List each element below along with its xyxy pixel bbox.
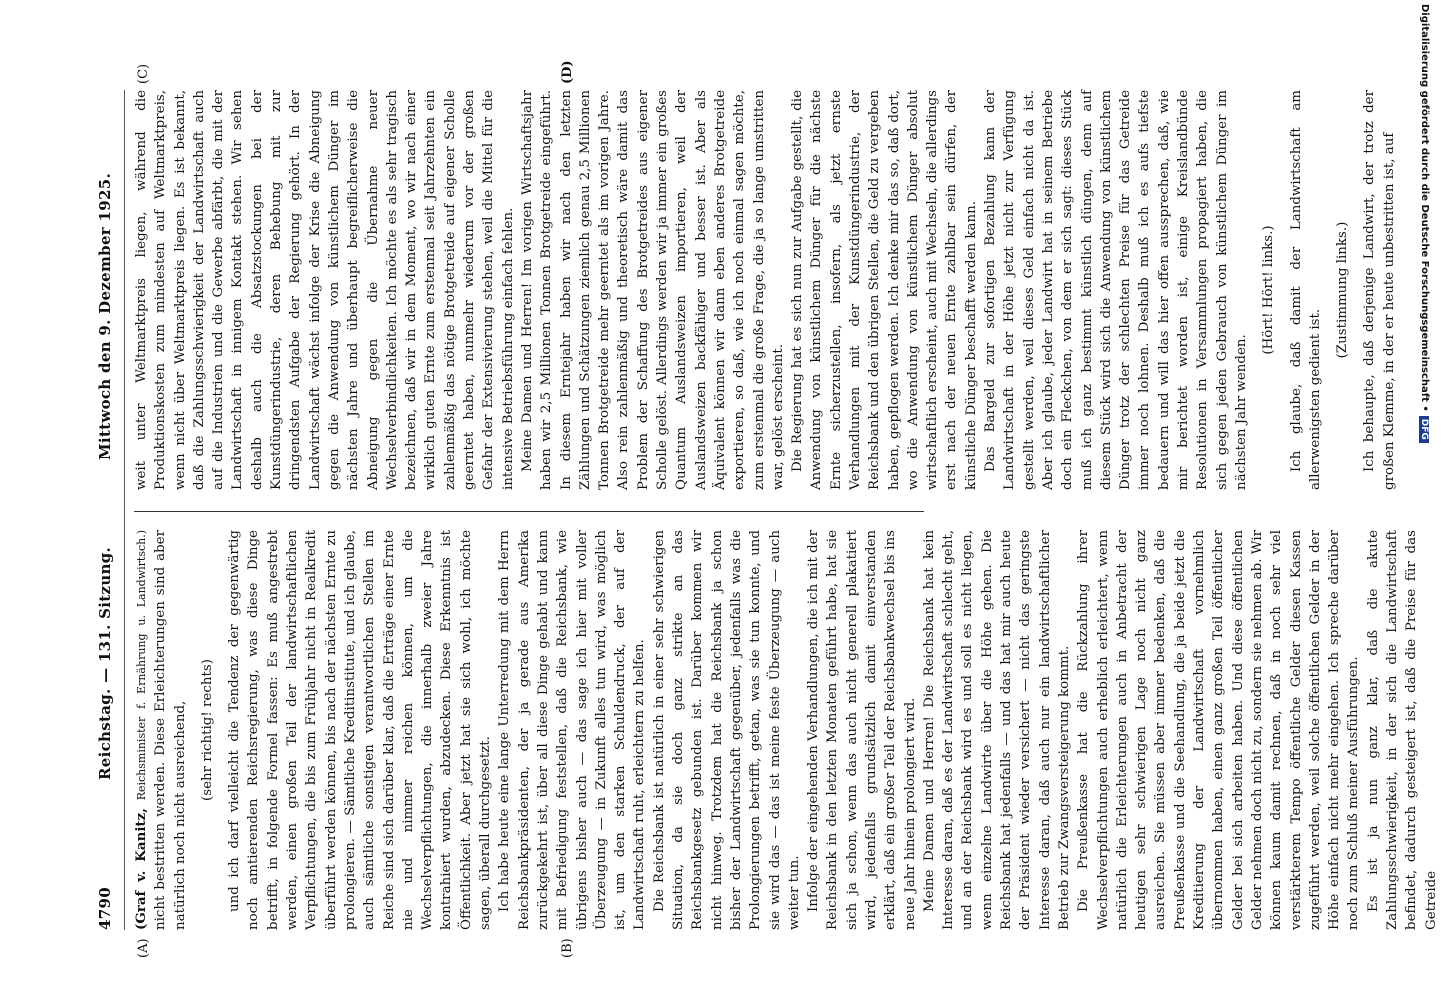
right-column	[132, 90, 1399, 490]
paragraph: Meine Damen und Herren! Im vorigen Wirtschaftsjahr haben wir 2,5 Millionen Tonnen Brotgetreide eingeführt. In diesem Erntejahr haben wir nach den letzten Zählungen und Schätzungen ziemlich genau 2,5 Millionen Tonnen Brotgetreide mehr geerntet als im vorigen Jahre. Also rein zahlenmäßig und theoretisch wäre damit das Problem der Schaffung des Brotgetreides aus eigener Scholle gelöst. Allerdings werden wir ja immer ein großes Quantum Auslandsweizen importieren, weil der Auslandsweizen backfähiger und besser ist. Aber als Äquivalent können wir dann eben anderes Brotgetreide exportieren, so daß, wie ich noch einmal sagen möchte, zum erstenmal die große Frage, die ja so lange umstritten war, gelöst erscheint.	[519, 90, 786, 490]
paragraph: Infolge der eingehenden Verhandlungen, die ich mit der Reichsbank in den letzten Monaten geführt habe, hat sie sich ja schon, wenn das auch nicht generell plakatiert wird, jedenfalls grundsätzlich damit einverstanden erklärt, daß ein großer Teil der Reichsbankwechsel bis ins neue Jahr hinein prolongiert wird.	[806, 530, 918, 930]
interjection: (sehr richtig! rechts)	[199, 659, 215, 801]
header-rule	[124, 90, 125, 930]
paragraph: Es ist ja nun ganz klar, daß die akute Zahlungsschwierigkeit, in der sich die Landwirtschaft befindet, dadurch gesteigert ist, daß die Preise für das Getreide	[1365, 530, 1439, 930]
paragraph: Meine Damen und Herren! Die Reichsbank hat kein Interesse daran, daß es der Landwirtschaft schlecht geht, und an der Reichsbank wird es und soll es nicht liegen, wenn einzelne Landwirte über die Höhe gehen. Die Reichsbank hat jedenfalls — und das hat mir auch heute der Präsident wieder versichert — nicht das geringste Interesse daran, daß auch nur ein landwirtschaftlicher Betrieb zur Zwangsversteigerung kommt.	[921, 530, 1072, 930]
page-number: 4790	[96, 887, 114, 930]
paragraph: Ich behaupte, daß derjenige Landwirt, der trotz der großen Klemme, in der er heute unbestritten ist, auf	[1362, 90, 1397, 490]
paragraph: Ich habe heute eine lange Unterredung mit dem Herrn Reichsbankpräsidenten, der ja gerade aus Amerika zurückgekehrt ist, über all diese Dinge gehabt und kann mit Befriedigung feststellen, daß die Reichsbank, wie übrigens bisher auch — das sage ich hier mit voller Überzeugung — in Zukunft alles tun wird, was möglich ist, um den starken Schuldendruck, der auf der Landwirtschaft ruht, erleichtern zu helfen.	[497, 530, 648, 930]
left-column	[132, 530, 1441, 930]
margin-marker-d: (D)	[560, 60, 575, 84]
paragraph: Die Regierung hat es sich nun zur Aufgabe gestellt, die Anwendung von künstlichem Dünger für die nächste Ernte sicherzustellen, insofern, als jetzt ernste Verhandlungen mit der Kunstdüngerindustrie, der Reichsbank und den übrigen Stellen, die Geld zu vergeben haben, gepflogen werden. Ich denke mir das so, daß dort, wo die Anwendung von künstlichem Dünger absolut wirtschaftlich erscheint, auch mit Wechseln, die allerdings erst nach der neuen Ernte zahlbar sein dürfen, der künstliche Dünger beschafft werden kann.	[790, 90, 979, 490]
credit-text: Digitalisierung gefördert durch die Deutsche Forschungsgemeinschaft •	[1419, 4, 1430, 412]
speaker-name: (Graf v. Kanitz,	[133, 808, 149, 930]
digitization-credit	[1416, 4, 1430, 984]
interjection: (Hört! Hört! links.)	[1261, 225, 1277, 355]
paragraph: Die Preußenkasse hat die Rückzahlung ihrer Wechselverpflichtungen auch erheblich erleichtert, wenn natürlich die Erleichterungen auch in Anbetracht der heutigen sehr schwierigen Lage noch nicht ganz ausreichen. Sie müssen aber immer bedenken, daß die Preußenkasse und die Seehandlung, die ja beide jetzt die Kreditierung der Landwirtschaft vornehmlich übernommen haben, einen ganz großen Teil öffentlicher Gelder bei sich arbeiten haben. Und diese öffentlichen Gelder nehmen doch nicht zu, sondern sie nehmen ab. Wir können kaum damit rechnen, daß in noch sehr viel verstärkterem Tempo öffentliche Gelder diesen Kassen zugeführt werden, weil solche öffentlichen Gelder in der Höhe einfach nicht mehr eingehen. Ich spreche darüber noch zum Schluß meiner Ausführungen.	[1076, 530, 1362, 930]
column-divider	[134, 511, 924, 512]
paragraph: und ich darf vielleicht die Tendenz der gegenwärtig noch amtierenden Reichsregierung, was diese Dinge betrifft, in folgende Formel fassen: Es muß angestrebt werden, einen großen Teil der landwirtschaftlichen Verpflichtungen, die bis zum Frühjahr nicht in Realkredit überführt werden können, bis nach der nächsten Ernte zu prolongieren. — Sämtliche Kreditinstitute, und ich glaube, auch sämtliche sonstigen verantwortlichen Stellen im Reiche sind sich darüber klar, daß die Erträge einer Ernte nie und nimmer reichen können, um die Wechselverpflichtungen, die innerhalb zweier Jahre kontrahiert wurden, abzudecken. Diese Erkenntnis ist Öffentlichkeit. Aber jetzt hat sie sich wohl, ich möchte sagen, überall durchgesetzt.	[227, 530, 494, 930]
paragraph: weit unter Weltmarktpreis liegen, während die Produktionskosten zum mindesten auf Weltmarktpreis, wenn nicht über Weltmarktpreis liegen. Es ist bekannt, daß die Zahlungsschwierigkeit der Landwirtschaft auch auf die Industrien und die Gewerbe abfärbt, die mit der Landwirtschaft in innigem Kontakt stehen. Wir sehen deshalb auch die Absatzstockungen bei der Kunstdüngerindustrie, deren Behebung mit zur dringendsten Aufgabe der Regierung gehört. In der Landwirtschaft wächst infolge der Krise die Abneigung gegen die Anwendung von künstlichem Dünger im nächsten Jahre und überhaupt begreiflicherweise die Abneigung gegen die Übernahme neuer Wechselverbindlichkeiten. Ich möchte es als sehr tragisch bezeichnen, daß wir in dem Moment, wo wir nach einer wirklich guten Ernte zum erstenmal seit Jahrzehnten ein zahlenmäßig das nötige Brotgetreide auf eigener Scholle geerntet haben, nunmehr wiederum vor der großen Gefahr der Extensivierung stehen, weil die Mittel für die intensive Betriebsführung einfach fehlen.	[134, 90, 516, 490]
interjection: (Zustimmung links.)	[1335, 221, 1351, 359]
dfg-logo: DFG	[1419, 416, 1429, 443]
margin-marker-a: (A)	[136, 938, 151, 958]
paragraph-text: nicht bestritten werden. Diese Erleichterungen sind aber natürlich noch nicht ausreichend,	[153, 530, 188, 930]
paragraph: Ich glaube, daß damit der Landwirtschaft am allerwenigsten gedient ist.	[1288, 90, 1323, 490]
running-title: Reichstag. — 131. Sitzung.	[96, 546, 114, 780]
margin-marker-c: (C)	[136, 63, 151, 84]
speaker-role: Reichsminister f. Ernährung u. Landwirtsch.)	[135, 530, 148, 809]
paragraph: Das Bargeld zur sofortigen Bezahlung kann der Landwirtschaft in der Höhe jetzt nicht zur Verfügung gestellt werden, weil dieses Geld einfach nicht da ist. Aber ich glaube, jeder Landwirt hat in seinem Betriebe doch ein Fleckchen, von dem er sich sagt: dieses Stück muß ich ganz bestimmt künstlich düngen, denn auf diesem Stück wird sich die Anwendung von künstlichem Dünger trotz der schlechten Preise für das Getreide immer noch lohnen. Deshalb muß ich es aufs tiefste bedauern und will das hier offen aussprechen, daß, wie mir berichtet worden ist, einige Kreislandbünde Resolutionen in Versammlungen propagiert haben, die sich gegen jeden Gebrauch von künstlichem Dünger im nächsten Jahr wenden.	[983, 90, 1249, 490]
margin-marker-b: (B)	[560, 938, 575, 958]
running-date: Mittwoch den 9. Dezember 1925.	[96, 173, 114, 460]
paragraph	[132, 530, 190, 930]
paragraph: Die Reichsbank ist natürlich in einer sehr schwierigen Situation, da sie doch ganz strikte an das Reichsbankgesetz gebunden ist. Darüber kommen wir nicht hinweg. Trotzdem hat die Reichsbank ja schon bisher der Landwirtschaft gegenüber, jedenfalls was die Prolongierungen betrifft, getan, was sie tun konnte, und sie wird das — das ist meine feste Überzeugung — auch weiter tun.	[651, 530, 802, 930]
